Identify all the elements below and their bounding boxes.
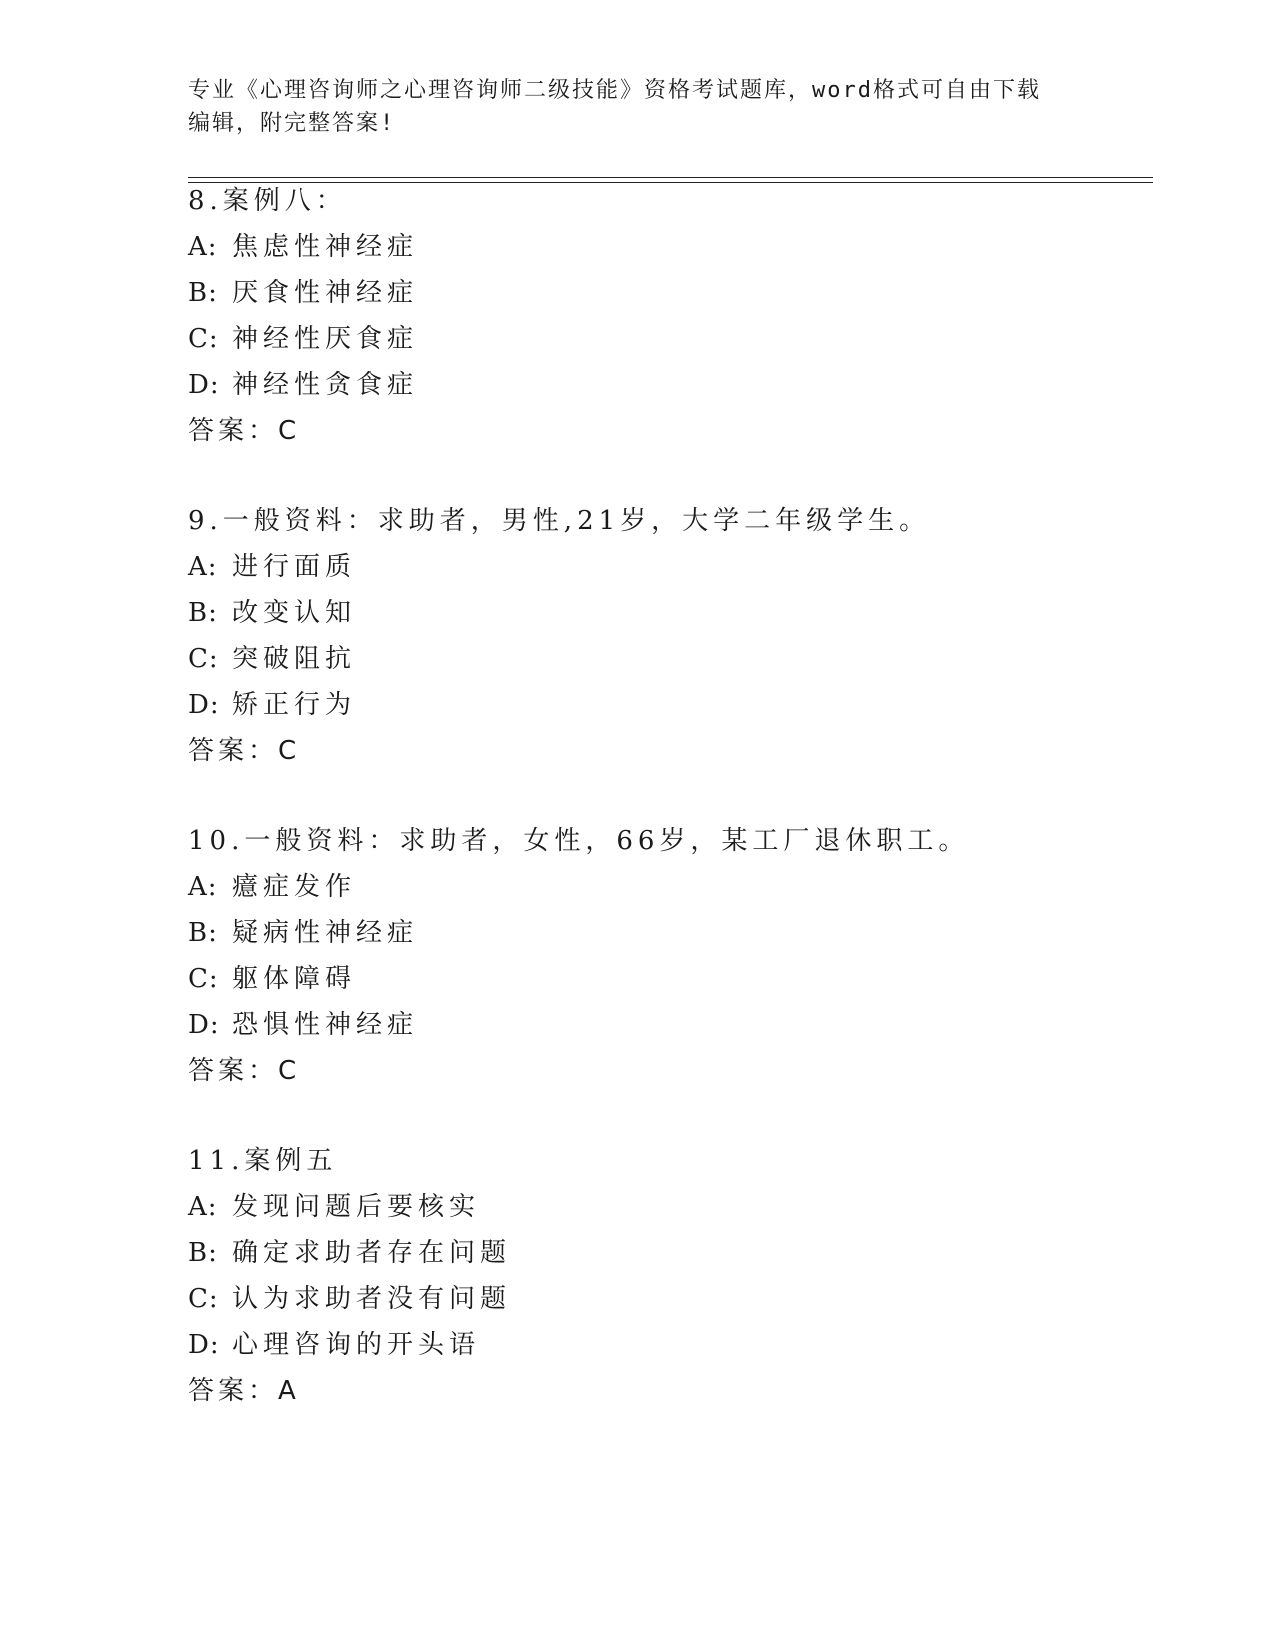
- option-text: 癔症发作: [232, 872, 357, 902]
- option-a: [188, 544, 1148, 590]
- header-line-2: 编辑，附完整答案!: [188, 111, 396, 136]
- option-letter: B:: [188, 278, 218, 308]
- option-text: 突破阻抗: [232, 644, 357, 674]
- option-text: 恐惧性神经症: [232, 1010, 419, 1040]
- option-text: 进行面质: [232, 552, 357, 582]
- option-b: [188, 1230, 1148, 1276]
- option-letter: D:: [188, 690, 220, 720]
- option-text: 焦虑性神经症: [232, 232, 419, 262]
- option-text: 厌食性神经症: [232, 278, 419, 308]
- option-d: [188, 1322, 1148, 1368]
- option-d: [188, 362, 1148, 408]
- option-letter: B:: [188, 918, 218, 948]
- option-a: [188, 1184, 1148, 1230]
- question-stem: 11.案例五: [188, 1146, 338, 1176]
- option-text: 矫正行为: [232, 690, 357, 720]
- option-a: [188, 864, 1148, 910]
- answer-line: 答案：A: [188, 1376, 300, 1406]
- option-letter: A:: [188, 232, 218, 262]
- option-c: [188, 956, 1148, 1002]
- option-c: [188, 1276, 1148, 1322]
- option-c: [188, 316, 1148, 362]
- question-block: [188, 818, 1148, 1094]
- question-stem: 9.一般资料：求助者，男性,21岁，大学二年级学生。: [188, 506, 931, 536]
- option-c: [188, 636, 1148, 682]
- question-stem: 8.案例八：: [188, 186, 347, 216]
- question-stem: 10.一般资料：求助者，女性，66岁，某工厂退休职工。: [188, 826, 970, 856]
- option-d: [188, 1002, 1148, 1048]
- option-letter: D:: [188, 370, 220, 400]
- option-letter: C:: [188, 324, 219, 354]
- option-text: 认为求助者没有问题: [232, 1284, 512, 1314]
- option-letter: C:: [188, 644, 219, 674]
- option-text: 确定求助者存在问题: [232, 1238, 512, 1268]
- option-letter: D:: [188, 1330, 220, 1360]
- option-text: 神经性贪食症: [232, 370, 419, 400]
- option-b: [188, 590, 1148, 636]
- answer-line: 答案：C: [188, 416, 301, 446]
- option-letter: A:: [188, 552, 218, 582]
- option-letter: C:: [188, 964, 219, 994]
- option-text: 心理咨询的开头语: [232, 1330, 481, 1360]
- option-letter: A:: [188, 872, 218, 902]
- option-b: [188, 270, 1148, 316]
- option-letter: A:: [188, 1192, 218, 1222]
- option-text: 发现问题后要核实: [232, 1192, 481, 1222]
- option-letter: D:: [188, 1010, 220, 1040]
- option-text: 疑病性神经症: [232, 918, 419, 948]
- option-a: [188, 224, 1148, 270]
- answer-line: 答案：C: [188, 736, 301, 766]
- header-line-1: 专业《心理咨询师之心理咨询师二级技能》资格考试题库，word格式可自由下载: [188, 78, 1041, 103]
- question-block: [188, 178, 1148, 454]
- option-text: 躯体障碍: [232, 964, 357, 994]
- option-letter: B:: [188, 598, 218, 628]
- question-block: [188, 1138, 1148, 1414]
- option-letter: B:: [188, 1238, 218, 1268]
- question-block: [188, 498, 1148, 774]
- answer-line: 答案：C: [188, 1056, 301, 1086]
- document-header: [188, 74, 1068, 140]
- option-text: 改变认知: [232, 598, 357, 628]
- option-d: [188, 682, 1148, 728]
- option-b: [188, 910, 1148, 956]
- option-text: 神经性厌食症: [232, 324, 419, 354]
- option-letter: C:: [188, 1284, 219, 1314]
